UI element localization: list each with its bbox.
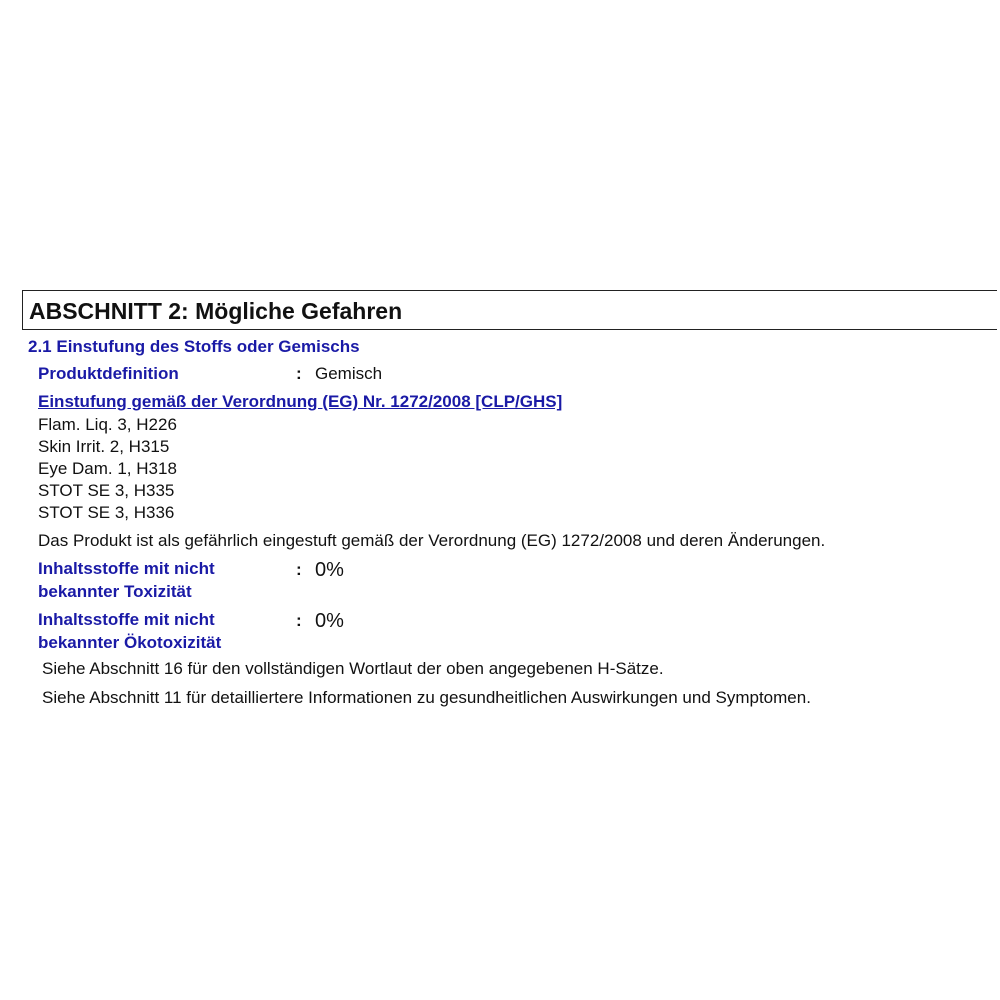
section-title: ABSCHNITT 2: Mögliche Gefahren: [29, 298, 403, 324]
classification-statement: Das Produkt ist als gefährlich eingestuft gemäß der Verordnung (EG) 1272/2008 und deren Änderungen.: [38, 531, 826, 550]
hazard-classification-item: Skin Irrit. 2, H315: [38, 437, 170, 456]
subsection-title: 2.1 Einstufung des Stoffs oder Gemischs: [28, 337, 360, 356]
section-header-box: [22, 290, 997, 330]
note-section-16: Siehe Abschnitt 16 für den vollständigen Wortlaut der oben angegebenen H-Sätze.: [42, 659, 664, 678]
unknown-toxicity-value: 0%: [315, 559, 344, 581]
hazard-classification-item: Flam. Liq. 3, H226: [38, 415, 177, 434]
hazard-classification-item: Eye Dam. 1, H318: [38, 459, 177, 478]
hazard-classification-item: STOT SE 3, H335: [38, 481, 175, 500]
unknown-toxicity-label-line2: bekannter Toxizität: [38, 582, 192, 601]
hazard-classification-item: STOT SE 3, H336: [38, 503, 175, 522]
unknown-ecotoxicity-label-line2: bekannter Ökotoxizität: [38, 633, 222, 652]
product-definition-separator: :: [296, 364, 302, 383]
unknown-ecotoxicity-separator: :: [296, 611, 302, 630]
product-definition-value: Gemisch: [315, 364, 383, 383]
unknown-ecotoxicity-value: 0%: [315, 610, 344, 632]
note-section-11: Siehe Abschnitt 11 für detailliertere Informationen zu gesundheitlichen Auswirkungen und Symptomen.: [42, 688, 811, 707]
unknown-toxicity-label-line1: Inhaltsstoffe mit nicht: [38, 559, 215, 578]
classification-heading: Einstufung gemäß der Verordnung (EG) Nr. 1272/2008 [CLP/GHS]: [38, 392, 563, 411]
product-definition-label: Produktdefinition: [38, 364, 179, 383]
hazard-classification-list: [38, 414, 177, 524]
unknown-toxicity-separator: :: [296, 560, 302, 579]
unknown-ecotoxicity-label-line1: Inhaltsstoffe mit nicht: [38, 610, 215, 629]
